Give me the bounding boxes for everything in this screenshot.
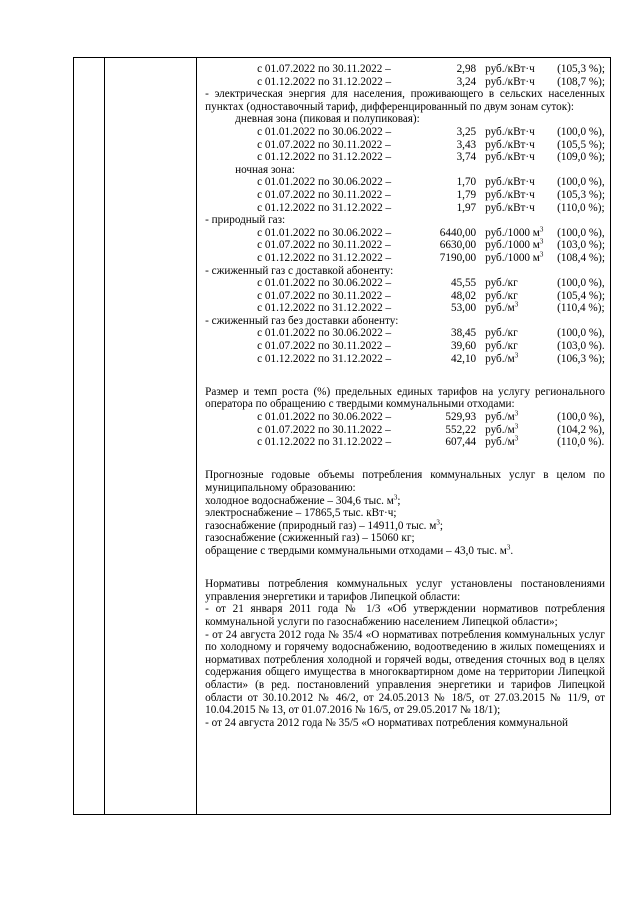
tariff-rows-electricity-urban [205, 63, 605, 88]
tariff-percent: (100,0 %), [557, 176, 605, 189]
tariff-unit-text: руб./кг [485, 340, 518, 353]
tariff-unit-text: руб./кВт·ч [485, 125, 535, 138]
tariff-unit-text: руб./кВт·ч [485, 138, 535, 151]
tariff-unit [476, 63, 551, 76]
tariff-row [205, 411, 605, 424]
tariff-row [205, 176, 605, 189]
day-zone-label: дневная зона (пиковая и полупиковая): [235, 113, 420, 126]
tariff-unit-text: руб./1000 м [485, 251, 540, 264]
tariff-percent: (110,0 %). [557, 436, 605, 449]
tariff-unit-text: руб./м [485, 411, 515, 424]
tariff-percent: (100,0 %), [557, 226, 605, 239]
tariff-period: с 01.07.2022 по 30.11.2022 – [257, 239, 391, 252]
tariff-unit-text: руб./кВт·ч [485, 63, 535, 75]
tariff-row [205, 277, 605, 290]
tariff-period: с 01.01.2022 по 30.06.2022 – [257, 176, 392, 189]
tariff-percent: (103,0 %). [557, 340, 605, 353]
volume-exponent: 3 [436, 518, 440, 527]
volume-tail: ; [439, 519, 443, 532]
volume-item [205, 520, 605, 533]
tariff-period: с 01.07.2022 по 30.11.2022 – [257, 423, 391, 436]
tariff-period: с 01.12.2022 по 31.12.2022 – [257, 302, 392, 315]
tariff-percent: (100,0 %), [557, 327, 605, 340]
norm-item-1: - от 21 января 2011 года № 1/3 «Об утверждении нормативов потребления коммунальной услуги по газоснабжению населением Липецкой области»; [205, 603, 605, 628]
tariff-row [205, 76, 605, 89]
tariff-unit-text: руб./кг [485, 327, 518, 340]
tariff-unit [476, 421, 551, 437]
tariff-period: с 01.07.2022 по 30.11.2022 – [257, 138, 391, 151]
tariff-percent: (104,2 %), [557, 423, 605, 436]
tariff-period: с 01.07.2022 по 30.11.2022 – [257, 289, 391, 302]
volume-exponent: 3 [506, 543, 511, 552]
table-column-content [197, 58, 610, 814]
tariff-value: 38,45 [450, 327, 477, 340]
tariff-unit-text: руб./1000 м [485, 226, 540, 239]
tariff-percent: (100,0 %), [557, 411, 605, 424]
tariff-percent: (105,5 %); [557, 138, 605, 151]
volume-tail: . [510, 544, 514, 557]
tariff-row [205, 202, 605, 215]
tariff-row [205, 252, 605, 265]
tariff-row [205, 340, 605, 353]
tariff-row [205, 302, 605, 315]
tariff-unit [476, 277, 551, 290]
tariff-percent: (105,4 %); [557, 289, 605, 302]
tariff-unit-exponent: 3 [539, 237, 544, 246]
tariff-period: с 01.12.2022 по 31.12.2022 – [257, 201, 392, 214]
tariff-value: 6440,00 [439, 226, 477, 239]
tariff-period: с 01.07.2022 по 30.11.2022 – [257, 340, 391, 353]
lpg-delivery-label: - сжиженный газ с доставкой абоненту: [205, 264, 394, 277]
tariff-rows-night-zone [205, 176, 605, 214]
tariff-value: 552,22 [445, 423, 477, 436]
tariff-value: 53,00 [450, 302, 477, 315]
norm-item-3: - от 24 августа 2012 года № 35/5 «О нормативах потребления коммунальной [205, 716, 569, 729]
tariff-rows-waste [205, 411, 605, 449]
tariff-percent: (110,0 %); [557, 201, 605, 214]
tariff-unit [476, 139, 551, 152]
tariff-percent: (108,7 %); [557, 75, 605, 88]
tariff-value: 3,43 [456, 138, 477, 151]
tariff-unit [476, 176, 551, 189]
tariff-unit-exponent: 3 [539, 250, 544, 259]
tariff-unit [476, 350, 551, 366]
tariff-percent: (110,4 %); [557, 302, 605, 315]
tariff-percent: (106,3 %); [557, 352, 605, 365]
volume-item [205, 492, 605, 508]
tariff-value: 48,02 [450, 289, 477, 302]
tariff-unit-exponent: 3 [514, 434, 519, 443]
tariff-period: с 01.12.2022 по 31.12.2022 – [257, 75, 392, 88]
tariff-period: с 01.01.2022 по 30.06.2022 – [257, 125, 392, 138]
tariff-percent: (109,0 %); [557, 151, 605, 164]
tariff-period: с 01.07.2022 по 30.11.2022 – [257, 63, 391, 75]
tariff-period: с 01.12.2022 по 31.12.2022 – [257, 352, 392, 365]
tariff-unit-text: руб./м [485, 352, 515, 365]
tariff-percent: (105,3 %); [557, 63, 605, 75]
tariff-value: 1,70 [456, 176, 477, 189]
tariff-unit [476, 202, 551, 215]
tariff-row [205, 189, 605, 202]
tariff-period: с 01.12.2022 по 31.12.2022 – [257, 151, 392, 164]
tariff-period: с 01.01.2022 по 30.06.2022 – [257, 226, 392, 239]
tariff-row [205, 224, 605, 240]
volume-text: газоснабжение (природный газ) – 14911,0 тыс. м [205, 519, 437, 532]
volume-exponent: 3 [393, 492, 398, 501]
tariff-unit-exponent: 3 [514, 350, 519, 359]
tariff-rows-lpg-nodelivery [205, 327, 605, 365]
tariff-table [73, 57, 611, 815]
tariff-row [205, 436, 605, 449]
tariff-unit [476, 436, 551, 449]
tariff-unit [476, 252, 551, 265]
norm-item-2: - от 24 августа 2012 года № 35/4 «О нормативах потребления коммунальных услуг по холодному и горячему водоснабжению, водоотведению в жилых помещениях и нормативах потребления холодной и горячей воды, отведения сточных вод в целях содержания общего имущества в многоквартирном доме на территории Липецкой области» (в ред. постановлений управления энергетики и тарифов Липецкой области от 30.10.2012 № 46/2, от 24.05.2013 № 18/5, от 27.03.2015 № 11/9, от 10.04.2015 № 13, от 01.07.2016 № 16/5, от 29.05.2017 № 18/1); [205, 628, 605, 717]
tariff-value: 529,93 [445, 411, 477, 424]
tariff-rows-lpg-delivery [205, 277, 605, 315]
volume-text: электроснабжение – 17865,5 тыс. кВт·ч; [205, 507, 397, 520]
tariff-value: 6630,00 [439, 239, 477, 252]
tariff-value: 7190,00 [439, 251, 477, 264]
tariff-unit-text: руб./1000 м [485, 239, 540, 252]
waste-intro: Размер и темп роста (%) предельных единых тарифов на услугу регионального оператора по обращению с твердыми коммунальными отходами: [205, 385, 605, 411]
tariff-value: 3,25 [456, 125, 477, 138]
tariff-unit-exponent: 3 [539, 224, 544, 233]
night-zone-label: ночная зона: [235, 163, 295, 176]
volume-text: газоснабжение (сжиженный газ) – 15060 кг; [205, 532, 415, 545]
tariff-period: с 01.01.2022 по 30.06.2022 – [257, 411, 392, 424]
tariff-unit [476, 302, 551, 315]
tariff-row [205, 421, 605, 437]
volume-item [205, 532, 605, 545]
tariff-row [205, 327, 605, 340]
tariff-row [205, 239, 605, 252]
tariff-value: 1,79 [456, 188, 477, 201]
tariff-unit-text: руб./кВт·ч [485, 151, 535, 164]
tariff-unit-text: руб./кг [485, 289, 518, 302]
volume-text: холодное водоснабжение – 304,6 тыс. м [205, 494, 394, 507]
tariff-unit-exponent: 3 [514, 421, 519, 430]
tariff-period: с 01.07.2022 по 30.11.2022 – [257, 188, 391, 201]
tariff-unit [476, 76, 551, 89]
tariff-period: с 01.01.2022 по 30.06.2022 – [257, 327, 392, 340]
tariff-row [205, 350, 605, 366]
tariff-period: с 01.12.2022 по 31.12.2022 – [257, 251, 392, 264]
tariff-unit [476, 327, 551, 340]
tariff-unit-text: руб./м [485, 423, 515, 436]
volume-tail: ; [397, 494, 401, 507]
tariff-unit-text: руб./кВт·ч [485, 75, 535, 88]
tariff-unit-text: руб./м [485, 302, 515, 315]
table-column-number [74, 58, 105, 814]
tariff-unit-text: руб./кВт·ч [485, 188, 535, 201]
volume-text: обращение с твердыми коммунальными отходами – 43,0 тыс. м [205, 544, 507, 557]
tariff-percent: (105,3 %); [557, 188, 605, 201]
tariff-unit [476, 340, 551, 353]
norms-intro: Нормативы потребления коммунальных услуг установлены постановлениями управления энергетики и тарифов Липецкой области: [205, 578, 605, 603]
tariff-value: 3,24 [456, 75, 477, 88]
tariff-value: 2,98 [456, 63, 477, 75]
tariff-row [205, 139, 605, 152]
tariff-row [205, 63, 605, 76]
tariff-unit [476, 151, 551, 164]
tariff-row [205, 126, 605, 139]
gas-label: - природный газ: [205, 214, 286, 227]
volumes-list [205, 492, 605, 558]
volume-item [205, 507, 605, 520]
volumes-intro: Прогнозные годовые объемы потребления коммунальных услуг в целом по муниципальному образованию: [205, 469, 605, 494]
tariff-percent: (100,0 %), [557, 277, 605, 290]
tariff-unit [476, 290, 551, 303]
tariff-value: 39,60 [450, 340, 477, 353]
tariff-value: 42,10 [450, 352, 477, 365]
tariff-unit [476, 126, 551, 139]
tariff-rows-natural-gas [205, 224, 605, 265]
tariff-unit-text: руб./кг [485, 277, 518, 290]
table-column-name [105, 58, 198, 814]
tariff-unit-text: руб./кВт·ч [485, 201, 535, 214]
volume-item [205, 545, 605, 558]
tariff-unit [476, 189, 551, 202]
tariff-rows-day-zone [205, 126, 605, 164]
tariff-percent: (100,0 %), [557, 125, 605, 138]
tariff-value: 3,74 [456, 151, 477, 164]
lpg-nodelivery-label: - сжиженный газ без доставки абоненту: [205, 314, 399, 327]
tariff-value: 607,44 [445, 436, 477, 449]
tariff-row [205, 151, 605, 164]
tariff-unit-text: руб./м [485, 436, 515, 449]
rural-intro: - электрическая энергия для населения, проживающего в сельских населенных пунктах (одноставочный тариф, дифференцированный по двум зонам суток): [205, 88, 605, 113]
tariff-percent: (108,4 %); [557, 251, 605, 264]
tariff-unit-exponent: 3 [514, 409, 519, 418]
tariff-unit [476, 411, 551, 424]
tariff-unit-text: руб./кВт·ч [485, 176, 535, 189]
tariff-unit-exponent: 3 [514, 300, 519, 309]
tariff-period: с 01.12.2022 по 31.12.2022 – [257, 436, 392, 449]
tariff-period: с 01.01.2022 по 30.06.2022 – [257, 277, 392, 290]
tariff-value: 1,97 [456, 201, 477, 214]
tariff-row [205, 290, 605, 303]
tariff-percent: (103,0 %); [557, 239, 605, 252]
tariff-value: 45,55 [450, 277, 477, 290]
